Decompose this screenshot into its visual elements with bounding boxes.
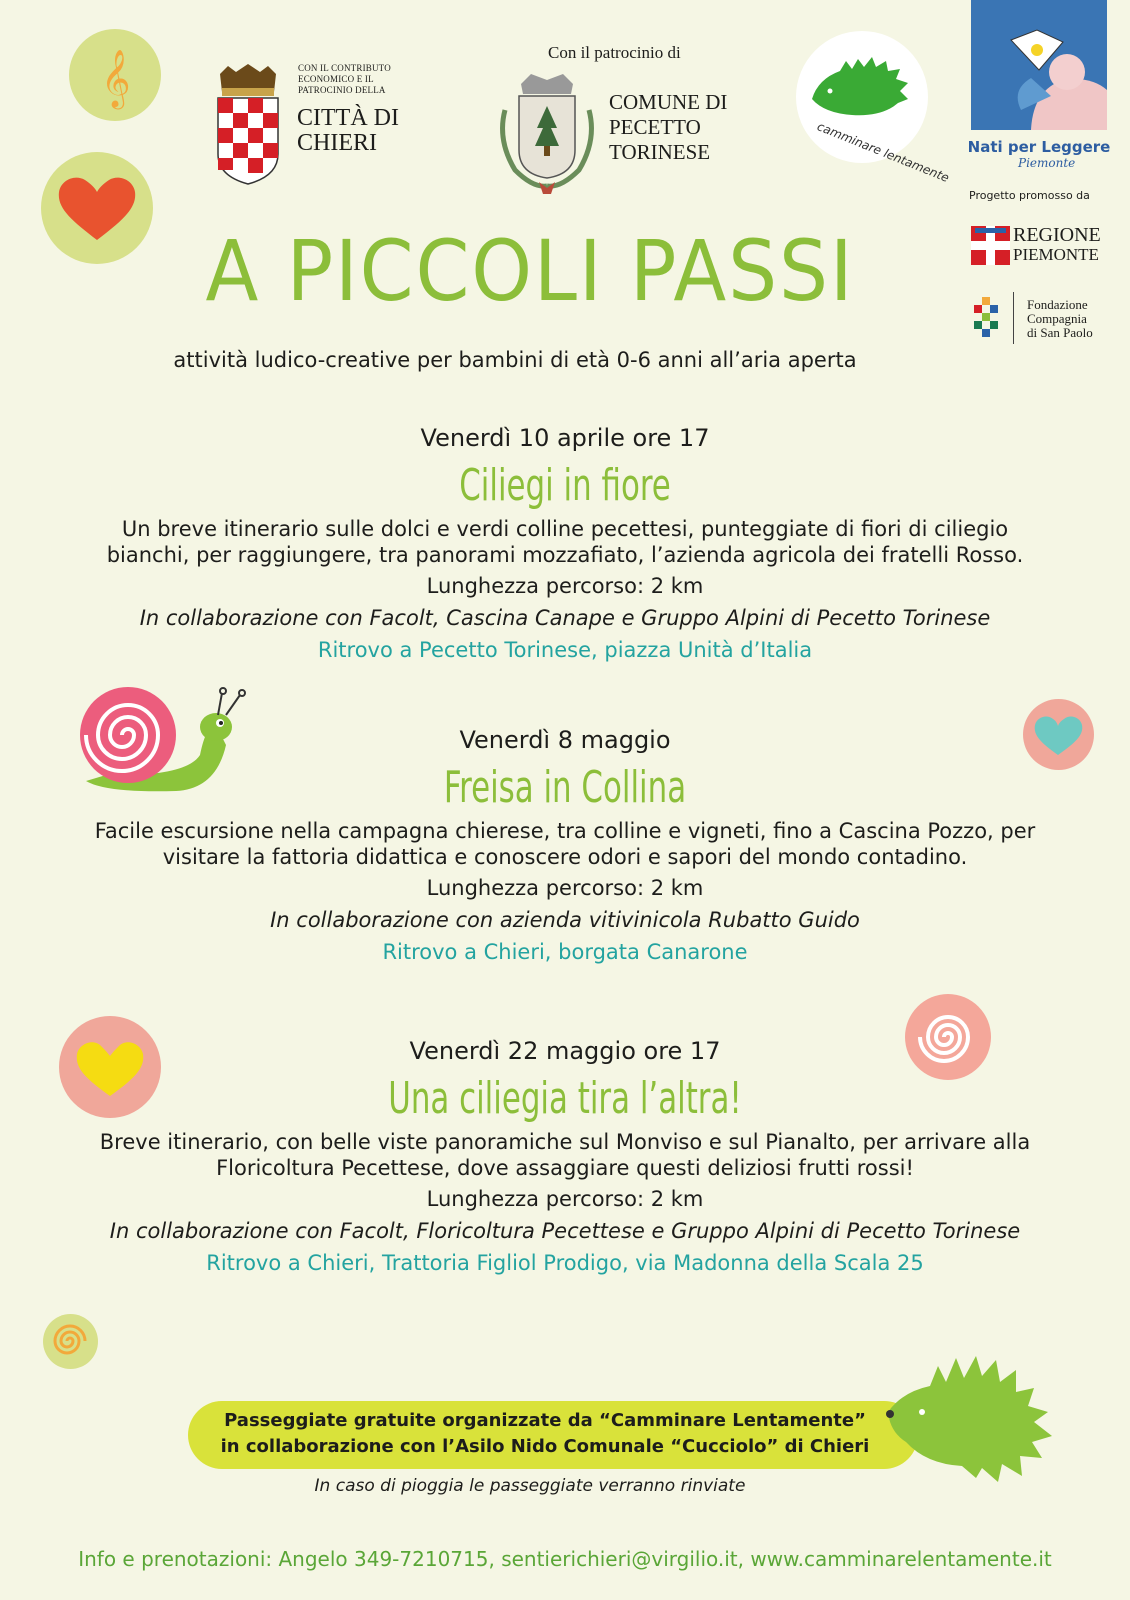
page-title: A PICCOLI PASSI <box>205 222 855 320</box>
nati-per-leggere-title: Nati per Leggere <box>967 138 1111 156</box>
event-meeting-place: Ritrovo a Chieri, Trattoria Figliol Prodigo, via Madonna della Scala 25 <box>206 1251 924 1275</box>
event-collaboration: In collaborazione con Facolt, Floricoltura Pecettese e Gruppo Alpini di Pecetto Torinese <box>109 1219 1021 1243</box>
event-collaboration: In collaborazione con Facolt, Cascina Canape e Gruppo Alpini di Pecetto Torinese <box>139 606 991 630</box>
fondazione-text: Fondazione Compagnia di San Paolo <box>1027 297 1093 340</box>
event-length: Lunghezza percorso: 2 km <box>426 574 704 598</box>
pecetto-name: COMUNE DI PECETTO TORINESE <box>609 90 728 164</box>
event-date: Venerdì 22 maggio ore 17 <box>409 1037 721 1065</box>
event-description: Breve itinerario, con belle viste panoramiche sul Monviso e sul Pianalto, per arrivare alla Floricoltura Pecettese, dove assaggiare questi deliziosi frutti rossi! <box>99 1130 1031 1180</box>
rain-note: In caso di pioggia le passeggiate verranno rinviate <box>314 1476 746 1496</box>
chieri-crest <box>214 64 282 186</box>
info-banner-text: Passeggiate gratuite organizzate da “Camminare Lentamente” in collaborazione con l’Asilo Nido Comunale “Cucciolo” di Chieri <box>220 1410 870 1457</box>
hedgehog-icon <box>796 31 952 186</box>
fondazione-emblem <box>970 297 1002 337</box>
event-collaboration: In collaborazione con azienda vitivinicola Rubatto Guido <box>270 908 860 932</box>
patronage-label: Con il patrocinio di <box>548 43 681 62</box>
hedgehog-illustration <box>882 1352 1062 1482</box>
event-meeting-place: Ritrovo a Pecetto Torinese, piazza Unità d’Italia <box>317 638 813 662</box>
svg-text:camminare lentamente: camminare lentamente <box>815 119 952 186</box>
event-title: Una ciliegia tira l’altra! <box>388 1073 742 1124</box>
regione-piemonte-emblem <box>971 226 1010 265</box>
spiral-circle-small <box>43 1314 98 1369</box>
event-date: Venerdì 8 maggio <box>459 726 671 754</box>
music-note-circle <box>69 29 161 121</box>
chieri-city-name: CITTÀ DI CHIERI <box>297 105 399 156</box>
event-length: Lunghezza percorso: 2 km <box>426 876 704 900</box>
event-1 <box>20 424 1110 662</box>
event-title: Freisa in Collina <box>443 762 687 813</box>
pecetto-crest <box>493 70 601 194</box>
nati-per-leggere-subtitle: Piemonte <box>1018 156 1076 170</box>
chieri-contribution-text: CON IL CONTRIBUTO ECONOMICO E IL PATROCINIO DELLA <box>298 63 391 95</box>
promoted-by-label: Progetto promosso da <box>969 189 1090 202</box>
event-title: Ciliegi in fiore <box>459 460 671 511</box>
nati-per-leggere-image <box>971 0 1107 130</box>
camminare-lentamente-logo <box>796 31 952 186</box>
fondazione-divider <box>1013 292 1014 344</box>
spiral-icon <box>43 1314 98 1369</box>
event-3 <box>20 1037 1110 1275</box>
event-2 <box>20 726 1110 964</box>
svg-text:𝄞: 𝄞 <box>101 49 131 107</box>
event-description: Un breve itinerario sulle dolci e verdi colline pecettesi, punteggiate di fiori di ciliegio bianchi, per raggiungere, tra panorami mozzafiato, l’azienda agricola dei fratelli Rosso. <box>106 517 1024 567</box>
regione-piemonte-text: REGIONE PIEMONTE <box>1013 224 1101 264</box>
music-note-icon <box>69 29 161 121</box>
event-description: Facile escursione nella campagna chierese, tra colline e vigneti, fino a Cascina Pozzo, per visitare la fattoria didattica e conoscere odori e sapori del mondo contadino. <box>94 819 1036 869</box>
footer-contact-info: Info e prenotazioni: Angelo 349-7210715, sentierichieri@virgilio.it, www.camminarelentamente.it <box>78 1547 1052 1571</box>
event-length: Lunghezza percorso: 2 km <box>426 1187 704 1211</box>
page-subtitle: attività ludico-creative per bambini di età 0-6 anni all’aria aperta <box>173 348 857 372</box>
event-date: Venerdì 10 aprile ore 17 <box>420 424 710 452</box>
event-meeting-place: Ritrovo a Chieri, borgata Canarone <box>382 940 748 964</box>
